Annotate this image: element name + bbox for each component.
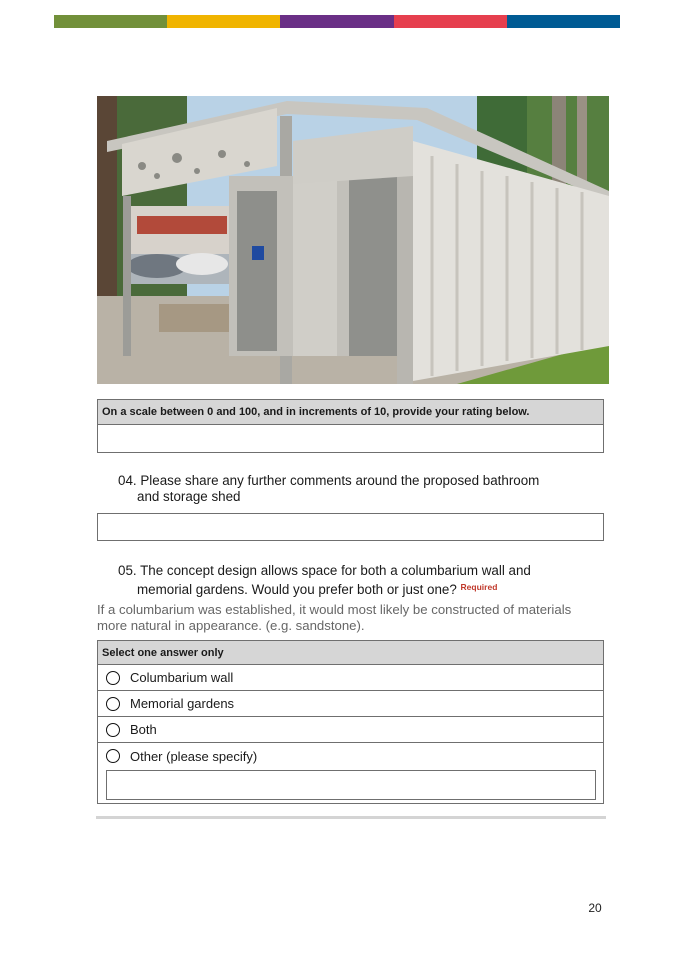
columbarium-note: If a columbarium was established, it would most likely be constructed of materials more natural in appearance. (e.g. sandstone).	[97, 602, 572, 633]
other-specify-input[interactable]	[106, 770, 596, 800]
color-segment-blue	[507, 15, 620, 28]
color-segment-purple	[280, 15, 393, 28]
option-label: Columbarium wall	[130, 670, 234, 685]
option-other[interactable]	[98, 743, 603, 769]
question-05-number: 05.	[118, 563, 137, 578]
question-04-line2: and storage shed	[137, 489, 241, 504]
question-04	[118, 473, 539, 505]
color-segment-yellow	[167, 15, 280, 28]
option-memorial-gardens[interactable]	[98, 691, 603, 717]
option-columbarium-wall[interactable]	[98, 665, 603, 691]
select-one-table	[97, 640, 604, 804]
color-segment-green	[54, 15, 167, 28]
question-04-line1: Please share any further comments around the proposed bathroom	[140, 473, 540, 488]
rating-input[interactable]	[98, 425, 603, 452]
question-05-line2: memorial gardens. Would you prefer both or just one?	[137, 582, 457, 597]
radio-icon[interactable]	[106, 749, 120, 763]
required-label: Required	[460, 582, 498, 592]
question-05	[118, 563, 531, 598]
question-04-number: 04.	[118, 473, 137, 488]
bathroom-shed-photo	[97, 96, 609, 384]
color-segment-red	[394, 15, 507, 28]
rating-question-table	[97, 399, 604, 453]
radio-icon[interactable]	[106, 697, 120, 711]
header-color-bar	[54, 15, 620, 28]
option-label: Memorial gardens	[130, 696, 235, 711]
comments-input[interactable]	[97, 513, 604, 541]
option-label: Both	[130, 722, 157, 737]
radio-icon[interactable]	[106, 723, 120, 737]
rating-instruction: On a scale between 0 and 100, and in increments of 10, provide your rating below.	[98, 400, 603, 425]
page-number: 20	[588, 901, 602, 915]
radio-icon[interactable]	[106, 671, 120, 685]
footer-divider	[96, 816, 606, 819]
select-one-header: Select one answer only	[98, 641, 603, 665]
option-both[interactable]	[98, 717, 603, 743]
option-label: Other (please specify)	[130, 748, 258, 764]
question-05-line1: The concept design allows space for both a columbarium wall and	[140, 563, 531, 578]
